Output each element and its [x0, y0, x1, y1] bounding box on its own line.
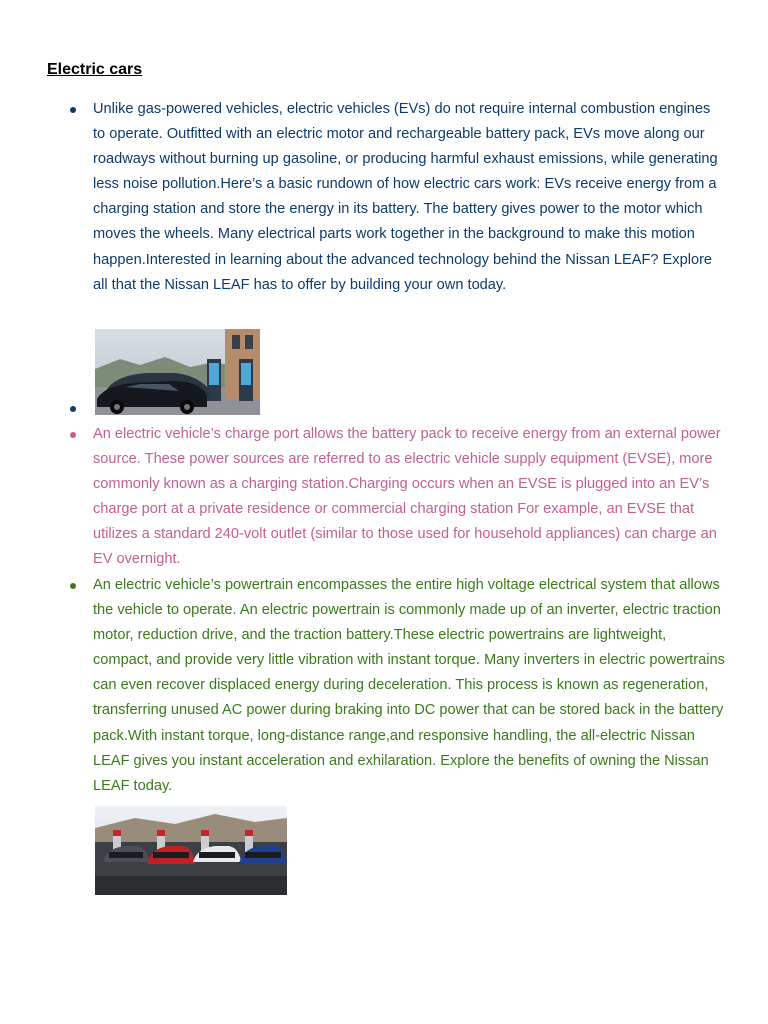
- list-item-powertrain: An electric vehicle’s powertrain encompasses the entire high voltage electrical system that allows the vehicle to operate. An electric powertrain is commonly made up of an inverter, electric traction motor, reduction drive, and the traction battery.These electric powertrains are lightweight, compact, and provide very little vibration with instant torque. Many inverters in electric powertrains can even recover displaced energy during deceleration. This process is known as regeneration, transferring unused AC power during braking into DC power that can be stored back in the battery pack.With instant torque, long-distance range,and responsive handling, the all-electric Nissan LEAF gives you instant acceleration and exhilaration. Explore the benefits of owning the Nissan LEAF today.: [93, 577, 725, 794]
- list-item-ev-intro: Unlike gas-powered vehicles, electric vehicles (EVs) do not require internal combustion engines to operate. Outfitted with an electric motor and rechargeable battery pack, EVs move along our roadways without burning up gasoline, or producing harmful exhaust emissions, while generating less noise pollution.Here’s a basic rundown of how electric cars work: EVs receive energy from a charging station and store the energy in its battery. The battery gives power to the motor which moves the wheels. Many electrical parts work together in the background to make this motion happen.Interested in learning about the advanced technology behind the Nissan LEAF? Explore all that the Nissan LEAF has to offer by building your own today.: [93, 101, 718, 293]
- bullet-dot: [70, 107, 76, 113]
- document-title: Electric cars: [47, 61, 143, 78]
- bullet-dot: [70, 432, 76, 438]
- supercharger-cars-photo: [95, 806, 287, 895]
- list-item-charge-port: An electric vehicle’s charge port allows the battery pack to receive energy from an external power source. These power sources are referred to as electric vehicle supply equipment (EVSE), more commonly known as a charging station.Charging occurs when an EVSE is plugged into an EV’s charge port at a private residence or commercial charging station For example, an EVSE that utilizes a standard 240-volt outlet (similar to those used for household appliances) can charge an EV overnight.: [93, 426, 721, 568]
- bullet-dot: [70, 406, 76, 412]
- bullet-dot: [70, 583, 76, 589]
- charging-station-photo: [95, 329, 260, 415]
